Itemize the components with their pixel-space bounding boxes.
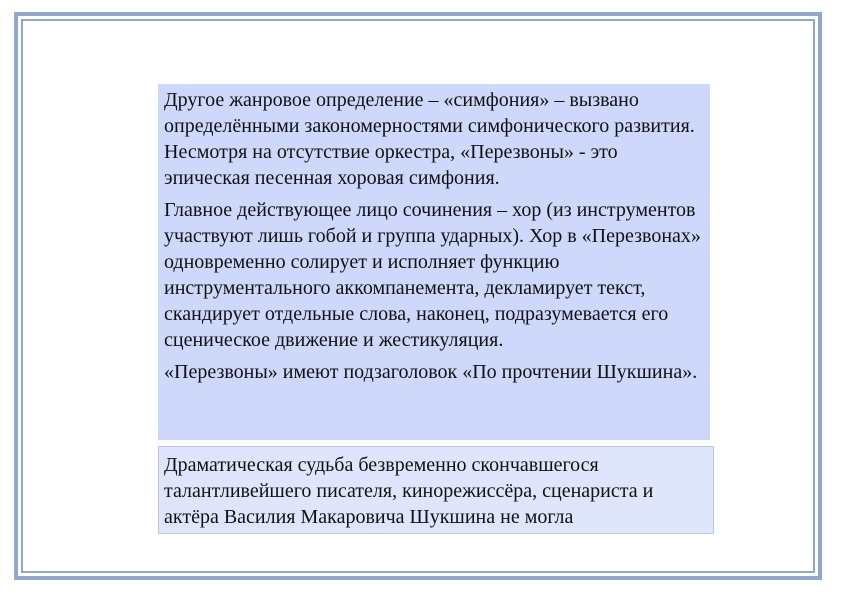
secondary-text-block [158, 446, 714, 534]
paragraph-shukshin-fate: Драматическая судьба безвременно скончавшегося талантливейшего писателя, кинорежиссёра, сценариста и актёра Василия Макаровича Шукшина не могла [164, 454, 654, 528]
main-text-block [158, 84, 710, 440]
paragraph-genre-definition: Другое жанровое определение – «симфония» – вызвано определёнными закономерностями симфонического развития. Несмотря на отсутствие оркестра, «Перезвоны» - это эпическая песенная хоровая симфония. [164, 89, 695, 189]
paragraph-main-character: Главное действующее лицо сочинения – хор (из инструментов участвуют лишь гобой и группа ударных). Хор в «Перезвонах» одновременно солирует и исполняет функцию инструментального аккомпанемента, декламирует текст, скандирует отдельные слова, наконец, подразумевается его сценическое движение и жестикуляция. [164, 199, 701, 351]
paragraph-subtitle: «Перезвоны» имеют подзаголовок «По прочтении Шукшина». [164, 361, 698, 383]
